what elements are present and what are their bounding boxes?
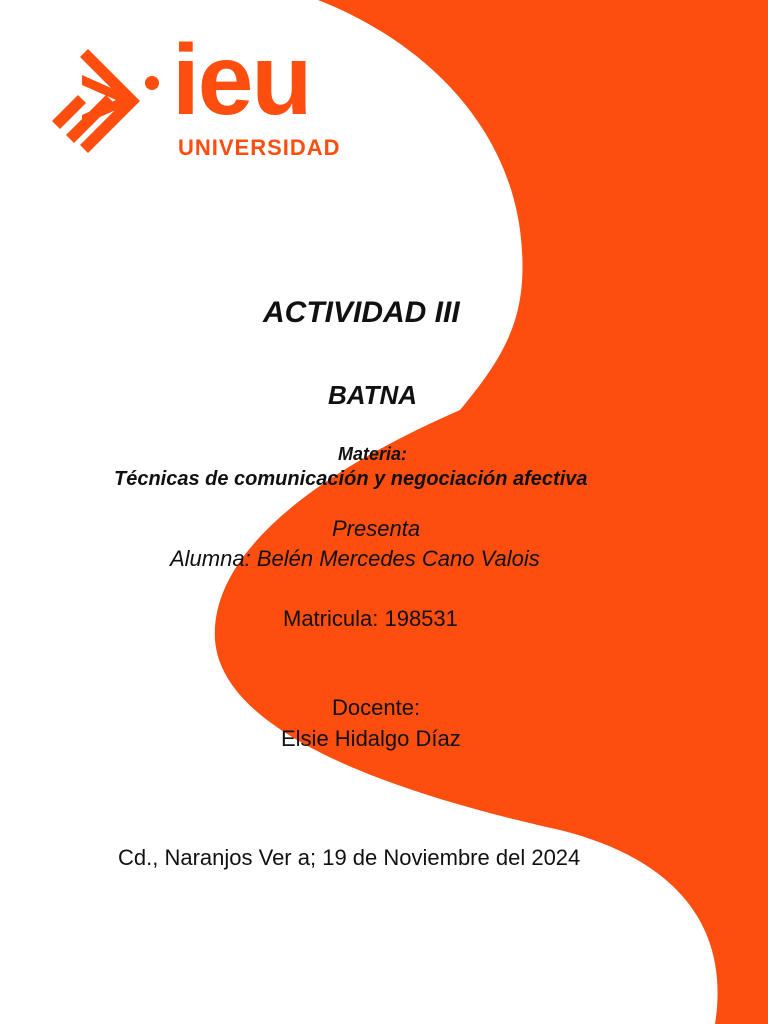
student-name: Alumna: Belén Mercedes Cano Valois <box>170 546 540 571</box>
logo-wordmark: ieu <box>172 24 311 136</box>
logo-subtitle: UNIVERSIDAD <box>178 135 341 160</box>
subject-name: Técnicas de comunicación y negociación afectiva <box>114 468 588 490</box>
teacher-label: Docente: <box>332 695 421 720</box>
enrollment-number: Matricula: 198531 <box>283 606 458 631</box>
logo-chevron-icon <box>52 45 164 153</box>
presents-label: Presenta <box>332 516 421 541</box>
place-date: Cd., Naranjos Ver a; 19 de Noviembre del 2024 <box>118 845 581 870</box>
subject-label: Materia: <box>338 444 408 464</box>
cover-subtitle: BATNA <box>328 380 418 410</box>
teacher-name: Elsie Hidalgo Díaz <box>281 726 461 751</box>
cover-title: ACTIVIDAD III <box>263 296 460 329</box>
